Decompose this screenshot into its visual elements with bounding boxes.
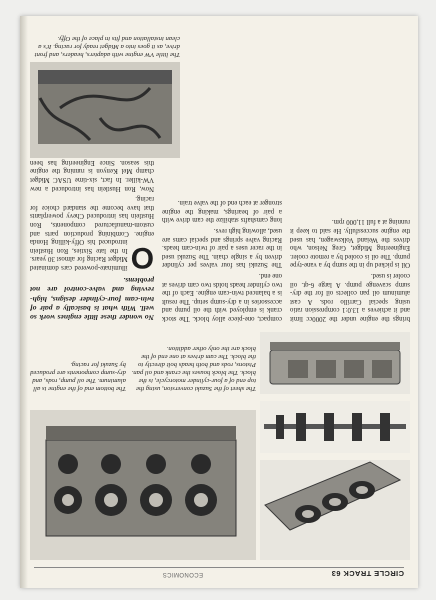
middle-caption-text: The bottom end of the engine is all aluminum. The oil pump, rods, and dry-sump components are produced by Suzuki for racing. xyxy=(30,361,126,392)
bottom-caption-text: The sheet of the Suzuki conversion, using the top end of a four-cylinder motorcycle, is the block. The block houses the crank and oil pan. Pistons, rods and both heads bolt directly to the block. The cam drives at one end of the block are the only other addition. xyxy=(131,345,256,392)
engine-installation-photo xyxy=(30,62,180,158)
bottom-caption xyxy=(130,344,256,392)
magazine-folio: CIRCLE TRACK 63 xyxy=(331,569,404,579)
engine-block-photo xyxy=(260,332,410,394)
col2-paragraph: long camshafts stabilize the cam drive with a pair of bearings, making the engine stronger at each end of the valve train. xyxy=(162,199,282,224)
top-caption xyxy=(30,34,180,58)
col2-paragraph: The Suzuki has four valves per cylinder driven by a single chain. The Suzuki used in the racer uses a pair of twin-cam heads. Racing valve springs and special cams are used, allowing high revs. xyxy=(162,227,282,269)
page-header xyxy=(34,567,404,580)
col3-paragraph: Oil is picked up in the sump by a vane-type pump. The oil is cooled by a remote cooler. Engineering Midget, Greg Nelson, who drives the Weiand Volkswagen, has used the engine successfully. He said to keep it running at a full 11,000 rpm. xyxy=(290,218,410,269)
top-caption-text: The little VW engine with adapters, headers, and front drive, as it goes into a Midget ready for racing. It's a clean installation and fits in place of the Offy. xyxy=(34,35,180,58)
col2-paragraph: compact, one-piece alloy block. The stock crank is employed with the oil pump and accessories in a dry-sump setup. The result is a balanced twin-cam engine. Each of the two cylinder heads holds two cam drives at one end. xyxy=(162,272,282,322)
engine-head-photo xyxy=(260,460,410,560)
magazine-page xyxy=(20,16,418,588)
text-column-3 xyxy=(290,92,410,322)
text-column-2 xyxy=(162,92,282,322)
middle-caption xyxy=(30,360,126,392)
section-label: ECONOMICS xyxy=(162,571,203,577)
drop-cap: O xyxy=(130,240,154,274)
standfirst: No wonder these little engines work so well. With what is basically a pair of twin-cam four-cylinder designs, high-revving and valve-control are not problems. xyxy=(30,276,154,322)
col1-paragraph: Now, Ron Hustlein has introduced a new VW-killer. In fact, six-time USAC Midget champ Mel Kenyon is running the engine this season. Since Engineering has been xyxy=(30,158,154,192)
cylinder-head-photo xyxy=(30,410,256,560)
col3-paragraph: brings the engine under the 2000cc limit and it achieves a 13.0:1 compression ratio using special Carrillo rods. A cast aluminum oil pan collects oil for the dry-sump scavenge pump. A large 6-qt. oil cooler is used. xyxy=(290,272,410,322)
col1-paragraph: illuminate-powered cars dominated Midget Racing for almost 30 years. In the late Sixties, Ron Hustlein introduced his Offy-killing Honda engine. Combining production parts and custom-manufactured components, Ron Hustlein has introduced Chevy powerplants that have become the standard choice for racing. xyxy=(30,195,154,271)
page-binding-edge xyxy=(20,16,28,588)
crankshaft-photo xyxy=(260,401,410,453)
